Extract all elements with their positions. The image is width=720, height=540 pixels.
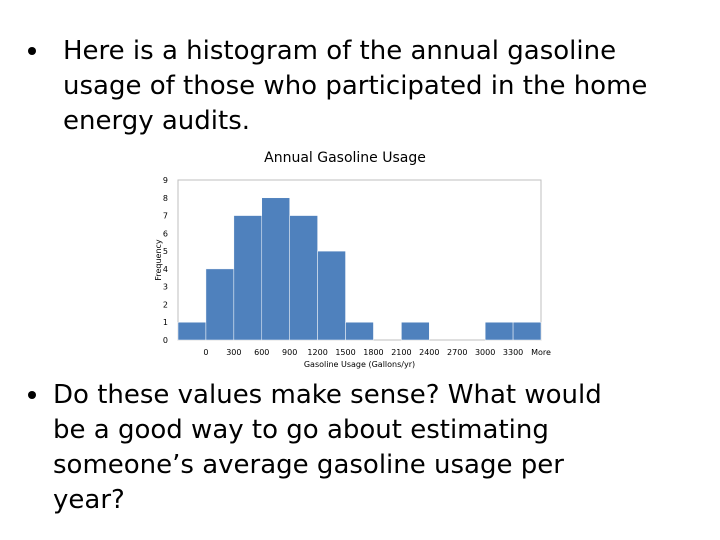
- x-axis-label: Gasoline Usage (Gallons/yr): [303, 360, 416, 369]
- x-tick-label: 300: [226, 348, 242, 357]
- chart-title: Annual Gasoline Usage: [264, 150, 426, 166]
- bullet-dot-icon: [28, 391, 36, 399]
- x-tick-label: 600: [254, 348, 270, 357]
- y-tick-label: 2: [162, 300, 168, 310]
- x-tick-label: 1800: [363, 348, 384, 357]
- bullet-point-2: [28, 378, 668, 518]
- histogram-bar: [262, 198, 290, 340]
- x-tick-label: 1500: [335, 348, 356, 357]
- x-tick-label: 900: [282, 348, 298, 357]
- histogram-bar: [290, 216, 318, 340]
- histogram-bar: [318, 251, 346, 340]
- x-tick-label: 0: [203, 348, 209, 357]
- x-tick-label: 2100: [391, 348, 412, 357]
- histogram-bar: [485, 322, 513, 340]
- histogram-bar: [234, 216, 262, 340]
- y-tick-label: 9: [162, 176, 168, 185]
- y-tick-label: 0: [162, 336, 168, 345]
- x-tick-label: 2400: [419, 348, 440, 357]
- y-tick-label: 4: [162, 264, 168, 274]
- y-axis-ticks: [163, 176, 168, 345]
- y-tick-label: 5: [162, 247, 168, 257]
- x-axis-ticks: [203, 348, 551, 357]
- histogram-bar: [401, 322, 429, 340]
- x-tick-label: 3000: [474, 348, 496, 357]
- bullet-text-1: Here is a histogram of the annual gasoline usage of those who participated in the home energy audits.: [63, 36, 648, 136]
- x-tick-label: 2700: [447, 348, 468, 357]
- x-tick-label: 3300: [502, 348, 524, 357]
- y-axis-label: Frequency: [154, 239, 163, 281]
- histogram-bar: [513, 322, 541, 340]
- bullet-text-2: Do these values make sense? What would be a good way to go about estimating someone’s average gasoline usage per year?: [53, 380, 602, 515]
- y-tick-label: 1: [162, 318, 168, 328]
- x-tick-label: More: [531, 348, 551, 357]
- y-tick-label: 6: [162, 229, 168, 239]
- y-tick-label: 3: [162, 282, 168, 292]
- y-tick-label: 8: [162, 193, 168, 203]
- y-tick-label: 7: [162, 211, 168, 221]
- histogram-bar: [346, 322, 374, 340]
- histogram-bar: [206, 269, 234, 340]
- x-tick-label: 1200: [307, 348, 328, 357]
- histogram-bar: [178, 322, 206, 340]
